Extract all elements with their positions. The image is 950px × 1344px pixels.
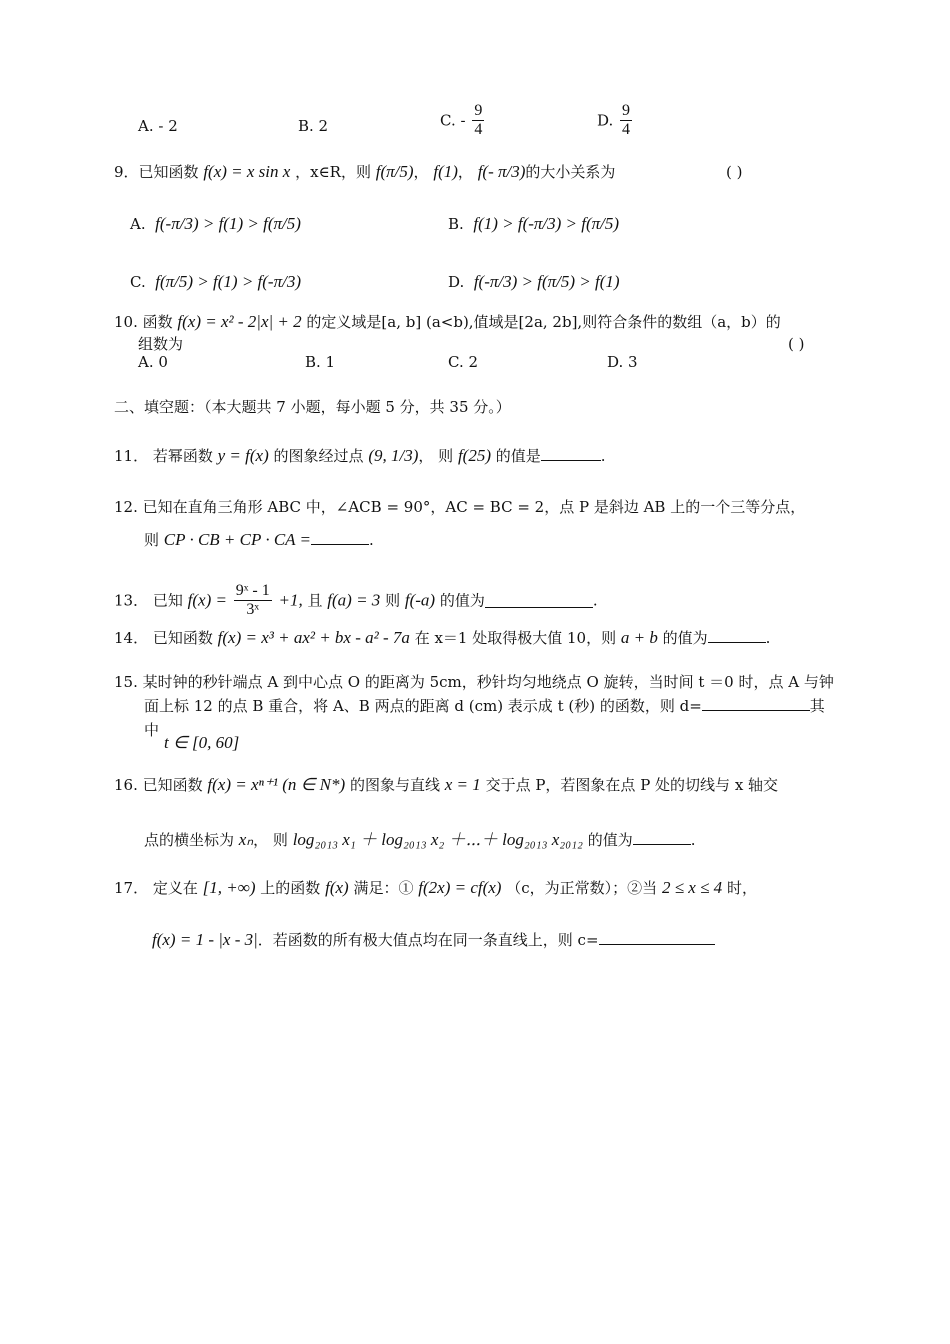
q15-line3: 中: [144, 721, 160, 739]
q10-option-a: A. 0: [138, 353, 168, 371]
q10-stem-line2: 组数为: [138, 335, 184, 353]
q12-line2: 则 CP · CB + CP · CA = .: [144, 530, 374, 549]
q12-answer-blank[interactable]: [311, 530, 369, 545]
q9-option-c: C. f(π/5) > f(1) > f(-π/3): [130, 272, 301, 291]
q10-answer-paren: ( ): [788, 335, 805, 353]
q13-fraction: $\frac{\text{9ˣ - 1}}{\text{3ˣ}}$: [235, 582, 270, 618]
q9-option-d: D. f(-π/3) > f(π/5) > f(1): [448, 272, 620, 291]
q16-line1: 16. 已知函数 f(x) = xⁿ⁺¹ (n ∈ N*) 的图象与直线 x = 1 交于点 P，若图象在点 P 处的切线与 x 轴交: [114, 775, 779, 794]
q10-stem: 10. 函数 f(x) = x² - 2|x| + 2 的定义域是[a, b] (a<b),值域是[2a, 2b],则符合条件的数组（a，b）的: [114, 312, 781, 331]
q15-domain: t ∈ [0, 60]: [164, 733, 240, 752]
q11: 11． 若幂函数 y = f(x) 的图象经过点 (9, 1/3)， 则 f(25) 的值是 .: [114, 446, 606, 465]
q10-option-c: C. 2: [448, 353, 479, 371]
q9-option-a: A. f(-π/3) > f(1) > f(π/5): [130, 214, 301, 233]
q8-option-d: D. $\frac{9}{4}$: [597, 102, 631, 138]
q16-line2: 点的横坐标为 xₙ， 则 log₂₀₁₃ x₁ ＋ log₂₀₁₃ x₂ ＋⋯＋ log₂₀₁₃ x₂₀₁₂ 的值为 .: [144, 830, 696, 849]
q15-line2: 面上标 12 的点 B 重合，将 A、B 两点的距离 d (cm) 表示成 t (秒) 的函数，则 d= 其: [144, 697, 825, 715]
q8-option-b: B. 2: [298, 117, 329, 135]
q9-stem: 9．已知函数 f(x) = x sin x ，x∈R，则 f(π/5)， f(1)， f(- π/3)的大小关系为: [114, 162, 616, 181]
q17-line1: 17． 定义在 [1, +∞) 上的函数 f(x) 满足：① f(2x) = cf(x) （c，为正常数）；②当 2 ≤ x ≤ 4 时，: [114, 878, 757, 897]
q11-answer-blank[interactable]: [541, 446, 601, 461]
q10-option-b: B. 1: [305, 353, 336, 371]
q9-option-b: B. f(1) > f(-π/3) > f(π/5): [448, 214, 620, 233]
q15-answer-blank[interactable]: [702, 696, 810, 711]
q17-answer-blank[interactable]: [599, 930, 715, 945]
q14: 14． 已知函数 f(x) = x³ + ax² + bx - a² - 7a 在 x＝1 处取得极大值 10，则 a + b 的值为 .: [114, 628, 771, 647]
section-2-heading: 二、填空题：（本大题共 7 小题，每小题 5 分，共 35 分。）: [114, 398, 511, 416]
q14-answer-blank[interactable]: [708, 628, 766, 643]
q8-option-a: A. - 2: [138, 117, 178, 135]
q9-answer-paren: ( ): [726, 163, 743, 181]
q15-line1: 15. 某时钟的秒针端点 A 到中心点 O 的距离为 5cm，秒针均匀地绕点 O 旋转，当时间 t ＝0 时，点 A 与钟: [114, 673, 834, 691]
q13: 13． 已知 f(x) = $\frac{\text{9ˣ - 1}}{\text{3ˣ}}$ +1, 且 f(a) = 3 则 f(-a) 的值为 .: [114, 582, 598, 618]
q17-line2: f(x) = 1 - |x - 3|．若函数的所有极大值点均在同一条直线上，则 c=: [152, 930, 715, 950]
q8-option-c: C. - $\frac{9}{4}$: [440, 102, 483, 138]
q12-line1: 12. 已知在直角三角形 ABC 中，∠ACB = 90°，AC = BC = 2，点 P 是斜边 AB 上的一个三等分点，: [114, 498, 806, 516]
q8-c-fraction: $\frac{9}{4}$: [474, 102, 483, 138]
q13-answer-blank[interactable]: [485, 593, 593, 608]
q16-answer-blank[interactable]: [633, 830, 691, 845]
q10-option-d: D. 3: [607, 353, 638, 371]
q8-d-fraction: $\frac{9}{4}$: [622, 102, 631, 138]
